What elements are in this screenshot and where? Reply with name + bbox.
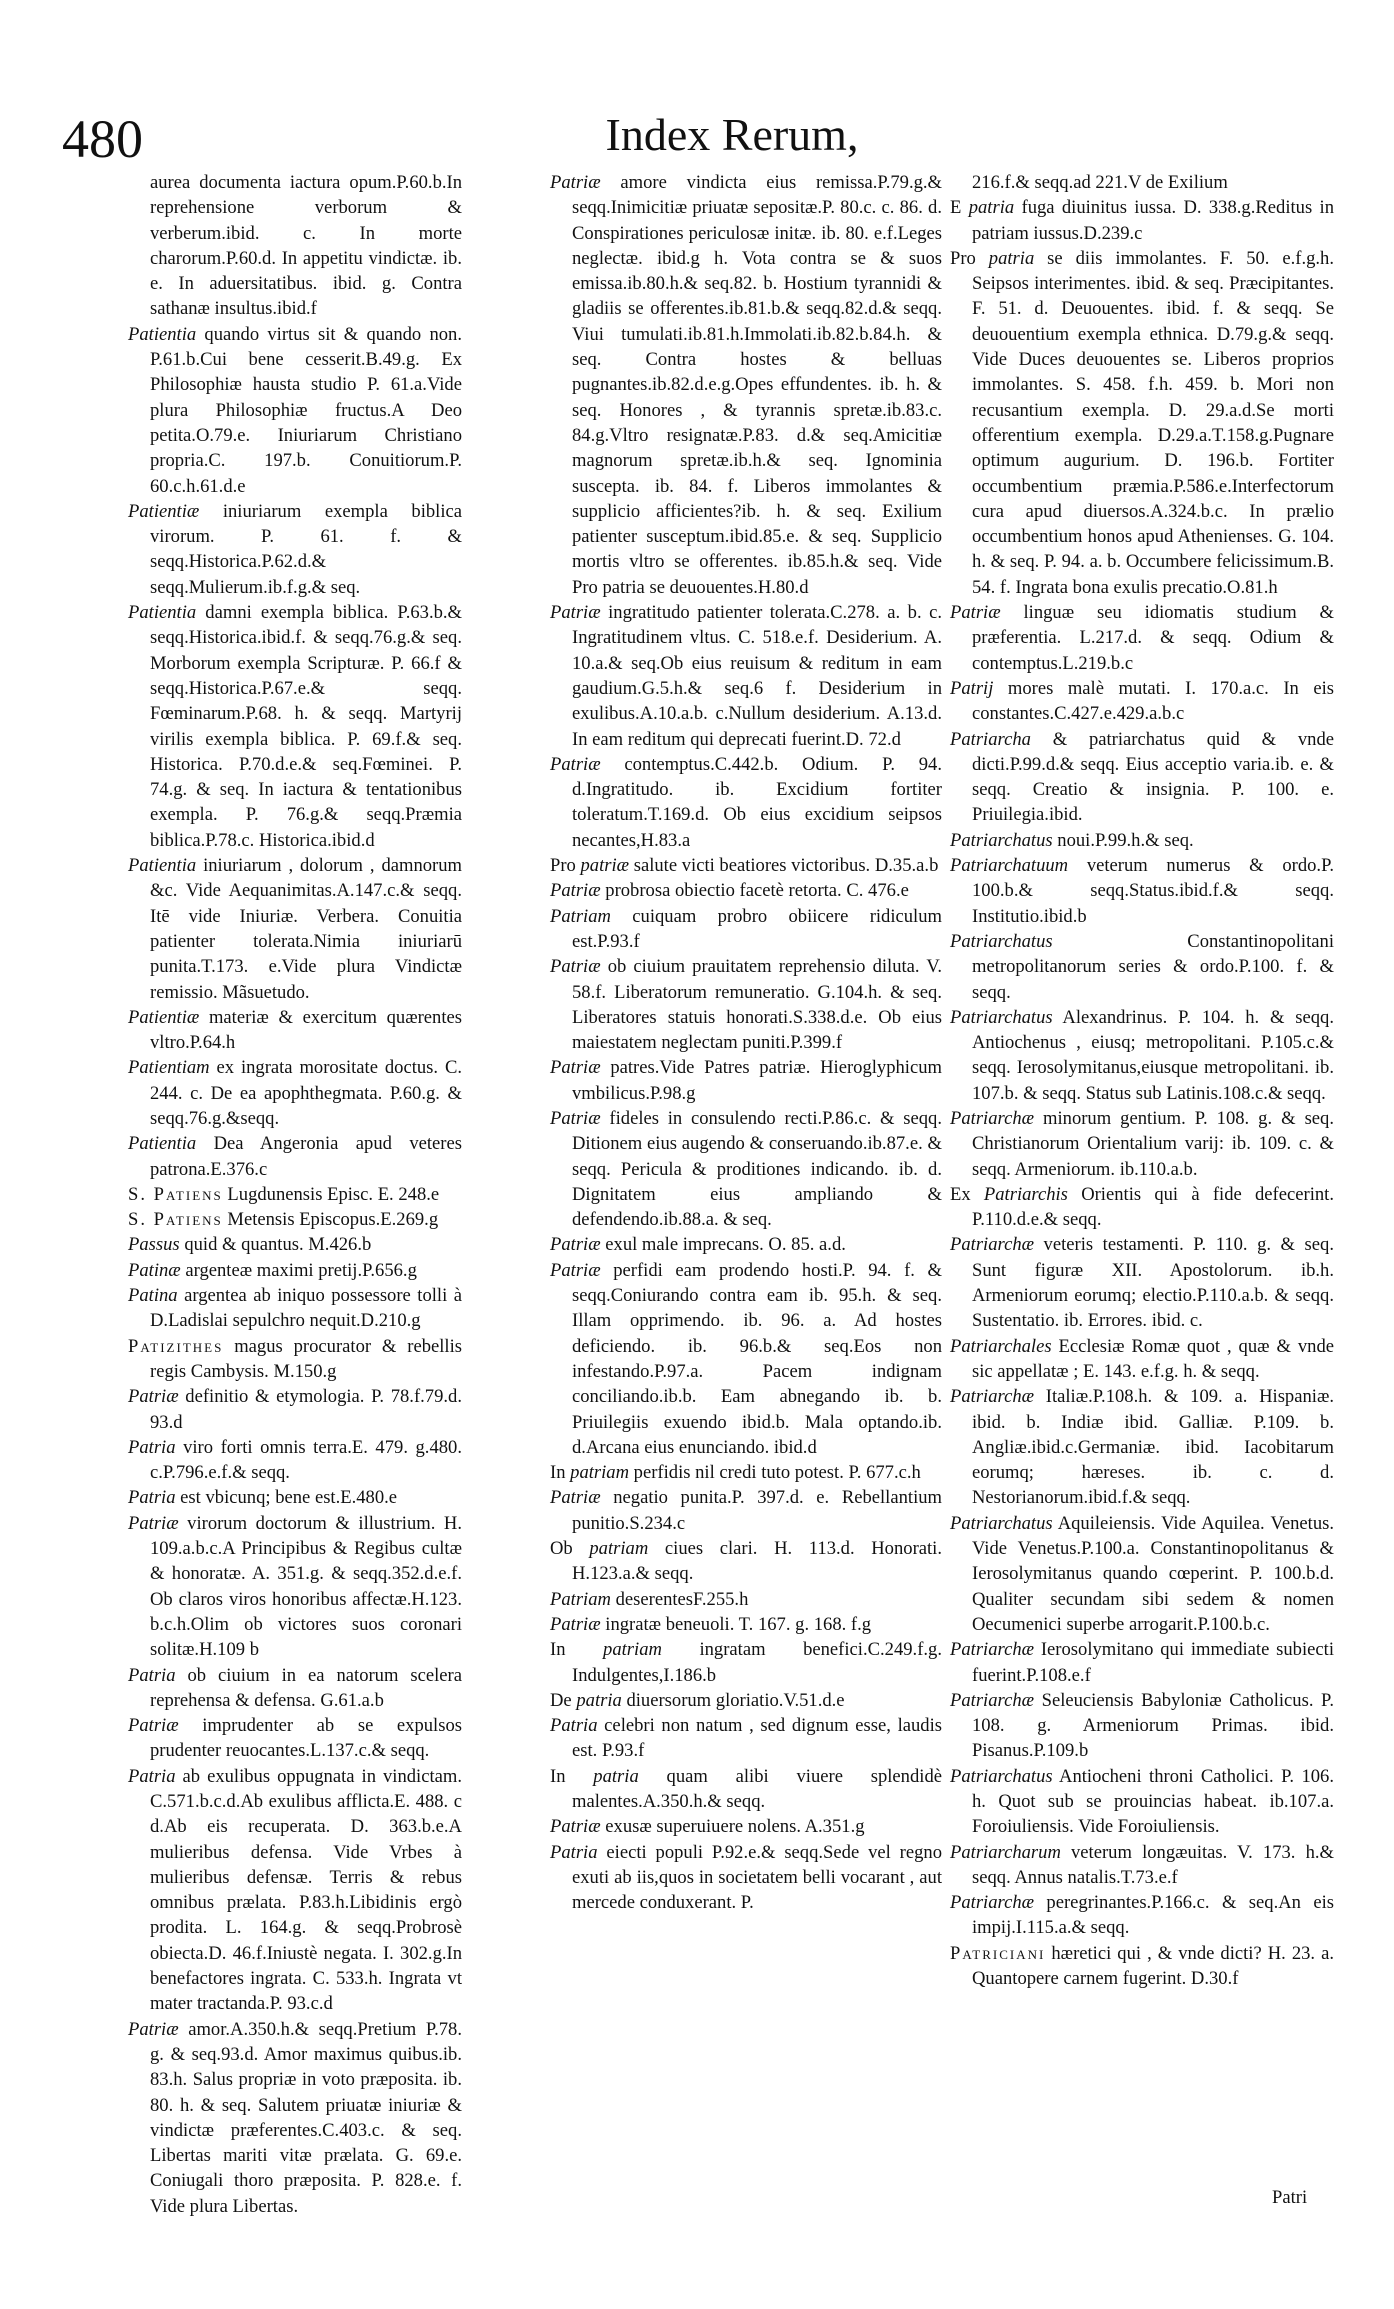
entry-text: amore vindicta eius remissa.P.79.g.& seqq.Inimicitiæ priuatæ sepositæ.P. 80.c. c. 86. d. Conspirationes periculosæ initæ. ib. 80. e.f.Leges neglectæ. ibid.g h. Vota contra se & suos emissa.ib.80.h.& seq.82. b. Hostium tyrannidi & gladiis se offerentes.ib.81.b.& seqq.82.d.& seqq. Viui tumulati.ib.81.h.Immolati.ib.82.b.84.h. & seq. Contra hostes & belluas pugnantes.ib.82.d.e.g.Opes effundentes. ib. h. & seq. Honores , & tyrannis spretæ.ib.83.c. 84.g.Vltro resignatæ.P.83. d.& seq.Amicitiæ magnorum spretæ.ib.h.& seq. Ignominia suscepta. ib. 84. f. Liberos immolantes & supplicio afficientes?ib. h. & seq. Exilium patienter susceptum.ibid.85.e. & seq. Supplicio mortis vltro se offerentes. ib.85.h.& seq. Vide Pro patria se deuouentes.H.80.d bbox=[572, 172, 942, 598]
index-entry bbox=[550, 1485, 942, 1536]
entry-headword: Patriarchæ bbox=[950, 1386, 1035, 1408]
entry-text: exusæ superuiuere nolens. A.351.g bbox=[600, 1816, 865, 1838]
index-entry bbox=[128, 1207, 462, 1232]
index-entry bbox=[128, 1435, 462, 1486]
page-number: 480 bbox=[62, 109, 143, 169]
entry-text: Aquileiensis. Vide Aquilea. Venetus. Vide Venetus.P.100.a. Constantinopolitanus & Ierosolymitanus quando cœperint. P. 100.b.d. Qualiter secundam sibi sedem & nomen Oecumenici superbe arrogarit.P.100.b.c. bbox=[972, 1512, 1334, 1635]
entry-headword: Patriæ bbox=[950, 602, 1001, 624]
running-head: Index Rerum, bbox=[605, 109, 859, 160]
entry-text: contemptus.C.442.b. Odium. P. 94. d.Ingratitudo. ib. Excidium fortiter toleratum.T.169.d. Ob eius excidium seipsos necantes,H.83.a bbox=[572, 753, 942, 851]
entry-headword: Patriæ bbox=[550, 1816, 601, 1838]
index-entry bbox=[128, 1283, 462, 1334]
index-entry bbox=[128, 1131, 462, 1182]
index-entry bbox=[950, 1688, 1334, 1764]
entry-text: virorum doctorum & illustrium. H. 109.a.b.c.A Principibus & Regibus cultæ & honoratæ. A. 351.g. & seqq.352.d.e.f. Ob claros viros honoribus affectæ.H.123. b.c.h.Olim ob victores suos coronari solitæ.H.109 b bbox=[150, 1512, 462, 1661]
entry-text: Ecclesiæ Romæ quot , quæ & vnde sic appellatæ ; E. 143. e.f.g. h. & seqq. bbox=[972, 1335, 1334, 1382]
entry-text: eiecti populi P.92.e.& seqq.Sede vel regno exuti ab iis,quos in societatem belli vocarant , aut mercede conduxerant. P. bbox=[572, 1841, 942, 1914]
index-entry bbox=[950, 1334, 1334, 1385]
index-entry bbox=[550, 600, 942, 752]
entry-text: Pro patriæ salute victi beatiores victoribus. D.35.a.b bbox=[550, 855, 939, 877]
index-entry bbox=[950, 1182, 1334, 1233]
entry-text: Seleuciensis Babyloniæ Catholicus. P. 108. g. Armeniorum Primas. ibid. Pisanus.P.109.b bbox=[972, 1689, 1334, 1762]
entry-headword: Patriæ bbox=[550, 1259, 601, 1281]
index-entry bbox=[550, 1460, 942, 1485]
entry-text: fideles in consulendo recti.P.86.c. & seqq. Ditionem eius augendo & conseruando.ib.87.e. & seqq. Pericula & proditiones indicando. ib. d. Dignitatem eius ampliando & defendendo.ib.88.a. & seq. bbox=[572, 1107, 942, 1231]
entry-headword: Patriarchæ bbox=[950, 1892, 1035, 1914]
entry-headword: Patriam bbox=[550, 1588, 611, 1610]
entry-text: argentea ab iniquo possessore tolli à D.Ladislai sepulchro nequit.D.210.g bbox=[150, 1285, 462, 1332]
entry-text: De patria diuersorum gloriatio.V.51.d.e bbox=[550, 1689, 845, 1711]
entry-text: veteris testamenti. P. 110. g. & seq. Sunt figuræ XII. Apostolorum. ib.h. Armeniorum eorumq; electio.P.110.a.b. & seqq. Sustentatio. ib. Errores. ibid. c. bbox=[972, 1234, 1334, 1332]
index-entry bbox=[550, 853, 942, 878]
entry-text: cuiquam probro obiicere ridiculum est.P.93.f bbox=[572, 905, 942, 952]
index-entry bbox=[128, 1182, 462, 1207]
entry-headword: Patriæ bbox=[128, 1715, 179, 1737]
entry-text: argenteæ maximi pretij.P.656.g bbox=[180, 1259, 417, 1281]
index-entry bbox=[550, 878, 942, 903]
entry-text: est vbicunq; bene est.E.480.e bbox=[175, 1487, 398, 1509]
entry-headword: Patria bbox=[550, 1715, 598, 1737]
index-entry bbox=[128, 1511, 462, 1663]
catchword: Patri bbox=[1272, 2187, 1308, 2208]
entry-text: 216.f.& seqq.ad 221.V de Exilium bbox=[972, 172, 1228, 193]
entry-text: peregrinantes.P.166.c. & seq.An eis impij.I.115.a.& seqq. bbox=[972, 1892, 1334, 1939]
entry-headword: Patriarchatus bbox=[950, 930, 1053, 952]
entry-text: probrosa obiectio facetè retorta. C. 476.e bbox=[600, 880, 909, 902]
entry-text: imprudenter ab se expulsos prudenter reuocantes.L.137.c.& seqq. bbox=[150, 1715, 462, 1762]
index-entry bbox=[950, 1232, 1334, 1333]
entry-headword: Patriarchatus bbox=[950, 1765, 1053, 1787]
index-entry bbox=[550, 1587, 942, 1612]
entry-headword: Patriæ bbox=[550, 753, 601, 775]
index-entry bbox=[950, 1941, 1334, 1992]
entry-text: perfidi eam prodendo hosti.P. 94. f. & seqq.Coniurando contra eam ib. 95.h. & seq. Illam opprimendo. ib. 96. a. Ad hostes deficiendo. ib. 96.b.& seq.Eos non infestando.P.97.a. Pacem indignam conciliando.ib.b. Eam abnegando ib. b. Priuilegiis exuendo ibid.b. Mala optando.ib. d.Arcana eius enunciando. ibid.d bbox=[572, 1259, 942, 1458]
index-entry bbox=[550, 170, 942, 600]
entry-headword: Patientia bbox=[128, 323, 197, 345]
entry-headword: Patientia bbox=[128, 1133, 197, 1155]
entry-headword: Patriæ bbox=[550, 880, 601, 902]
entry-headword: Patriarchatuum bbox=[950, 855, 1069, 877]
entry-text: linguæ seu idiomatis studium & præferentia. L.217.d. & seqq. Odium & contemptus.L.219.b.c bbox=[972, 602, 1334, 674]
index-entry bbox=[550, 1232, 942, 1257]
entry-text: minorum gentium. P. 108. g. & seq. Christianorum Orientalium varij: ib. 109. c. & seqq. Armeniorum. ib.110.a.b. bbox=[972, 1107, 1334, 1180]
entry-headword: Patriam bbox=[550, 905, 611, 927]
entry-text: quando virtus sit & quando non. P.61.b.Cui bene cesserit.B.49.g. Ex Philosophiæ hausta studio P. 61.a.Vide plura Philosophiæ fructus.A Deo petita.O.79.e. Iniuriarum Christiano propria.C. 197.b. Conuitiorum.P. 60.c.h.61.d.e bbox=[150, 323, 462, 497]
index-entry bbox=[950, 828, 1334, 853]
entry-text: materiæ & exercitum quærentes vltro.P.64.h bbox=[150, 1006, 462, 1054]
entry-text: & patriarchatus quid & vnde dicti.P.99.d.& seqq. Eius acceptio varia.ib. e. & seqq. Creatio & insignia. P. 100. e. Priuilegia.ibid. bbox=[972, 728, 1334, 826]
index-entry bbox=[550, 1688, 942, 1713]
entry-text: ingratæ beneuoli. T. 167. g. 168. f.g bbox=[600, 1613, 872, 1635]
entry-headword: Patriarchæ bbox=[950, 1689, 1035, 1711]
index-entry bbox=[550, 1764, 942, 1815]
index-entry bbox=[550, 1612, 942, 1637]
entry-text: Pro patria se diis immolantes. F. 50. e.f.g.h. Seipsos interimentes. ibid. & seq. Præcipitantes. F. 51. d. Deuouentes. ibid. f. & seqq. Se deuouentium exempla ethnica. D.79.g.& seqq. Vide Duces deuouentes se. Liberos proprios immolantes. S. 458. f.h. 459. b. Mori non recusantium exempla. D. 29.a.d.Se morti offerentium exempla. D.29.a.T.158.g.Pugnare optimum augurium. D. 196.b. Fortiter occumbentium præmia.P.586.e.Interfectorum cura apud diuersos.A.324.b.c. In prælio occumbentium honos apud Athenienses. G. 104. h. & seq. P. 94. a. b. Occumbere felicissimum.B. 54. f. Ingrata bona exulis precatio.O.81.h bbox=[950, 247, 1335, 598]
index-entry bbox=[128, 1258, 462, 1283]
index-entry bbox=[550, 1637, 942, 1688]
index-column-1 bbox=[128, 170, 462, 2219]
index-entry bbox=[128, 1764, 462, 2017]
entry-text: Constantinopolitani metropolitanorum series & ordo.P.100. f. & seqq. bbox=[972, 930, 1334, 1003]
entry-text: magus procurator & rebellis regis Cambysis. M.150.g bbox=[150, 1335, 462, 1382]
index-entry bbox=[950, 1637, 1334, 1688]
entry-headword: Patinæ bbox=[128, 1259, 181, 1281]
entry-headword: Patientia bbox=[128, 855, 197, 877]
entry-text: hæretici qui , & vnde dicti? H. 23. a. Quantopere carnem fugerint. D.30.f bbox=[972, 1942, 1334, 1990]
entry-headword: Patria bbox=[128, 1487, 176, 1509]
entry-headword: Patriarchatus bbox=[950, 1006, 1053, 1028]
index-entry bbox=[128, 2017, 462, 2219]
entry-text: exul male imprecans. O. 85. a.d. bbox=[600, 1234, 846, 1256]
index-entry bbox=[550, 1106, 942, 1232]
entry-headword: S. Patiens bbox=[128, 1209, 223, 1231]
entry-headword: Patriarchæ bbox=[950, 1107, 1035, 1129]
entry-text: aurea documenta iactura opum.P.60.b.In reprehensione verborum & verberum.ibid. c. In morte charorum.P.60.d. In appetitu vindictæ. ib. e. In aduersitatibus. ibid. g. Contra sathanæ insultus.ibid.f bbox=[150, 172, 462, 320]
index-entry bbox=[550, 1814, 942, 1839]
entry-headword: Patriciani bbox=[950, 1942, 1046, 1964]
entry-headword: Patria bbox=[128, 1664, 176, 1686]
entry-headword: Patriæ bbox=[550, 1234, 601, 1256]
entry-text: veterum longæuitas. V. 173. h.& seqq. Annus natalis.T.73.e.f bbox=[972, 1841, 1334, 1888]
entry-text: ex ingrata morositate doctus. C. 244. c. De ea apophthegmata. P.60.g. & seqq.76.g.&seqq. bbox=[150, 1057, 462, 1129]
entry-headword: Patriæ bbox=[550, 1487, 601, 1509]
index-column-2 bbox=[550, 170, 942, 1915]
index-entry bbox=[950, 1764, 1334, 1840]
entry-headword: Patriæ bbox=[550, 1613, 601, 1635]
index-entry bbox=[550, 904, 942, 955]
index-entry bbox=[950, 1106, 1334, 1182]
index-entry bbox=[128, 322, 462, 499]
entry-headword: S. Patiens bbox=[128, 1183, 223, 1205]
entry-text: ob ciuium prauitatem reprehensio diluta. V. 58.f. Liberatorum remuneratio. G.104.h. & seq. Liberatores statuis honorati.S.338.d.e. Ob eius maiestatem neglectam puniti.P.399.f bbox=[572, 956, 942, 1054]
entry-text: Ob patriam ciues clari. H. 113.d. Honorati. H.123.a.& seqq. bbox=[550, 1538, 942, 1585]
index-column-3 bbox=[950, 170, 1334, 1991]
index-entry bbox=[950, 1511, 1334, 1637]
entry-text: Metensis Episcopus.E.269.g bbox=[222, 1209, 439, 1231]
entry-text: definitio & etymologia. P. 78.f.79.d. 93.d bbox=[150, 1386, 462, 1433]
index-entry bbox=[950, 676, 1334, 727]
entry-text: Italiæ.P.108.h. & 109. a. Hispaniæ. ibid. b. Indiæ ibid. Galliæ. P.109. b. Angliæ.ibid.c.Germaniæ. ibid. Iacobitarum eorumq; hæreses. ib. c. d. Nestorianorum.ibid.f.& seqq. bbox=[972, 1386, 1334, 1509]
index-entry bbox=[950, 170, 1334, 195]
index-entry bbox=[550, 1536, 942, 1587]
entry-headword: Patientiæ bbox=[128, 500, 200, 522]
index-entry bbox=[550, 1258, 942, 1460]
entry-headword: Patriarchales bbox=[950, 1335, 1052, 1357]
index-entry bbox=[950, 600, 1334, 676]
entry-headword: Patrij bbox=[950, 677, 994, 699]
entry-text: quid & quantus. M.426.b bbox=[179, 1234, 372, 1256]
index-entry bbox=[128, 1713, 462, 1764]
entry-text: Antiocheni throni Catholici. P. 106. h. Quot sub se prouincias habeat. ib.107.a. Foroiuliensis. Vide Foroiuliensis. bbox=[972, 1765, 1334, 1838]
entry-text: deserentesF.255.h bbox=[610, 1588, 749, 1610]
entry-text: mores malè mutati. I. 170.a.c. In eis constantes.C.427.e.429.a.b.c bbox=[972, 677, 1334, 725]
entry-headword: Patriæ bbox=[550, 956, 601, 978]
index-entry bbox=[950, 195, 1334, 246]
index-entry bbox=[950, 246, 1334, 600]
entry-text: E patria fuga diuinitus iussa. D. 338.g.Reditus in patriam iussus.D.239.c bbox=[950, 197, 1334, 244]
entry-headword: Patria bbox=[128, 1765, 176, 1787]
entry-text: In patria quam alibi viuere splendidè malentes.A.350.h.& seqq. bbox=[550, 1765, 942, 1812]
index-entry bbox=[128, 499, 462, 600]
entry-headword: Patriarcha bbox=[950, 728, 1031, 750]
index-entry bbox=[550, 1713, 942, 1764]
entry-headword: Patriæ bbox=[550, 602, 601, 624]
entry-text: In patriam ingratam benefici.C.249.f.g. Indulgentes,I.186.b bbox=[550, 1639, 942, 1686]
index-entry bbox=[128, 1384, 462, 1435]
entry-headword: Patriæ bbox=[550, 1057, 601, 1079]
entry-text: ab exulibus oppugnata in vindictam. C.571.b.c.d.Ab exulibus afflicta.E. 488. c d.Ab eis recuperata. D. 363.b.e.A mulieribus defensa. Vide Vrbes à mulieribus defensæ. Terris & rebus omnibus prælata. P.83.h.Libidinis ergò prodita. L. 164.g. & seqq.Probrosè obiecta.D. 46.f.Iniustè negata. I. 302.g.In benefactores ingrata. C. 533.h. Ingrata vt mater tractanda.P. 93.c.d bbox=[150, 1765, 462, 2015]
index-entry bbox=[950, 1005, 1334, 1106]
entry-headword: Patientiæ bbox=[128, 1006, 200, 1028]
index-entry bbox=[128, 1232, 462, 1257]
entry-text: Dea Angeronia apud veteres patrona.E.376.c bbox=[150, 1133, 462, 1180]
entry-text: viro forti omnis terra.E. 479. g.480. c.P.796.e.f.& seqq. bbox=[150, 1436, 462, 1484]
index-entry bbox=[950, 727, 1334, 828]
entry-text: celebri non natum , sed dignum esse, laudis est. P.93.f bbox=[572, 1715, 942, 1762]
entry-headword: Patientia bbox=[128, 602, 197, 624]
entry-text: Alexandrinus. P. 104. h. & seqq. Antiochenus , eiusq; metropolitani. P.105.c.& seqq. Ierosolymitanus,eiusque metropolitani. ib. 107.b. & seqq. Status sub Latinis.108.c.& seqq. bbox=[972, 1006, 1334, 1104]
entry-text: iniuriarum exempla biblica virorum. P. 61. f. & seqq.Historica.P.62.d.& seqq.Mulierum.ib.f.g.& seq. bbox=[150, 500, 462, 598]
index-entry bbox=[950, 1384, 1334, 1510]
index-entry bbox=[550, 1055, 942, 1106]
entry-headword: Patriarchæ bbox=[950, 1639, 1035, 1661]
entry-headword: Patria bbox=[128, 1436, 176, 1458]
entry-text: amor.A.350.h.& seqq.Pretium P.78. g. & seq.93.d. Amor maximus quibus.ib. 83.h. Salus propriæ in voto præposita. ib. 80. h. & seq. Salutem priuatæ iniuriæ & vindictæ præferentes.C.403.c. & seq. Libertas mariti vitæ prælata. G. 69.e. Coniugali thoro præposita. P. 828.e. f. Vide plura Libertas. bbox=[150, 2018, 462, 2217]
index-entry bbox=[128, 1005, 462, 1056]
entry-text: Ierosolymitano qui immediate subiecti fuerint.P.108.e.f bbox=[972, 1639, 1334, 1686]
index-entry bbox=[550, 752, 942, 853]
index-entry bbox=[128, 1663, 462, 1714]
index-entry bbox=[128, 1334, 462, 1385]
entry-headword: Passus bbox=[128, 1234, 180, 1256]
index-entry bbox=[550, 1840, 942, 1916]
index-entry bbox=[950, 1840, 1334, 1891]
entry-headword: Patriarchatus bbox=[950, 829, 1053, 851]
entry-headword: Patriarchatus bbox=[950, 1512, 1053, 1534]
entry-text: negatio punita.P. 397.d. e. Rebellantium punitio.S.234.c bbox=[572, 1487, 942, 1534]
index-entry bbox=[128, 600, 462, 853]
entry-text: veterum numerus & ordo.P. 100.b.& seqq.Status.ibid.f.& seqq. Institutio.ibid.b bbox=[972, 855, 1334, 927]
entry-headword: Patriæ bbox=[128, 1512, 179, 1534]
index-entry bbox=[950, 853, 1334, 929]
entry-text: Ex Patriarchis Orientis qui à fide defecerint. P.110.d.e.& seqq. bbox=[950, 1183, 1334, 1231]
index-entry bbox=[128, 1485, 462, 1510]
entry-text: In patriam perfidis nil credi tuto potest. P. 677.c.h bbox=[550, 1462, 921, 1484]
entry-headword: Patientiam bbox=[128, 1057, 210, 1079]
entry-headword: Patriæ bbox=[550, 172, 601, 193]
entry-text: noui.P.99.h.& seq. bbox=[1052, 829, 1194, 851]
index-entry bbox=[950, 929, 1334, 1005]
entry-headword: Patriæ bbox=[128, 2018, 179, 2040]
entry-text: Lugdunensis Episc. E. 248.e bbox=[222, 1183, 440, 1205]
entry-text: iniuriarum , dolorum , damnorum &c. Vide Aequanimitas.A.147.c.& seqq. Itē vide Iniuriæ. Verbera. Conuitia patienter tolerata.Nimia iniuriarū punita.T.173. e.Vide plura Vindictæ remissio. Mãsuetudo. bbox=[150, 855, 462, 1003]
index-entry bbox=[128, 1055, 462, 1131]
entry-text: ingratitudo patienter tolerata.C.278. a. b. c. Ingratitudinem vltus. C. 518.e.f. Desiderium. A. 10.a.& seq.Ob eius reuisum & reditum in eam gaudium.G.5.h.& seq.6 f. Desiderium in exulibus.A.10.a.b. c.Nullum desiderium. A.13.d. In eam reditum qui deprecati fuerint.D. 72.d bbox=[572, 602, 942, 750]
entry-headword: Patriæ bbox=[128, 1386, 179, 1408]
index-entry bbox=[128, 853, 462, 1005]
entry-headword: Patria bbox=[550, 1841, 598, 1863]
index-entry bbox=[550, 954, 942, 1055]
entry-text: patres.Vide Patres patriæ. Hieroglyphicum vmbilicus.P.98.g bbox=[572, 1057, 942, 1104]
index-entry bbox=[128, 170, 462, 322]
entry-headword: Patriarchæ bbox=[950, 1234, 1035, 1256]
index-entry bbox=[950, 1890, 1334, 1941]
entry-headword: Patriarcharum bbox=[950, 1841, 1061, 1863]
entry-text: damni exempla biblica. P.63.b.& seqq.Historica.ibid.f. & seqq.76.g.& seq. Morborum exempla Scripturæ. P. 66.f & seqq.Historica.P.67.e.& seqq. Fœminarum.P.68. h. & seqq. Martyrij virilis exempla biblica. P. 69.f.& seq. Historica. P.70.d.e.& seq.Fœminei. P. 74.g. & seq. In iactura & tentationibus exempla. P. 76.g.& seqq.Præmia biblica.P.78.c. Historica.ibid.d bbox=[150, 602, 462, 851]
entry-headword: Patriæ bbox=[550, 1107, 601, 1129]
entry-headword: Patina bbox=[128, 1285, 178, 1307]
entry-text: ob ciuium in ea natorum scelera reprehensa & defensa. G.61.a.b bbox=[150, 1664, 462, 1711]
entry-headword: Patizithes bbox=[128, 1335, 224, 1357]
